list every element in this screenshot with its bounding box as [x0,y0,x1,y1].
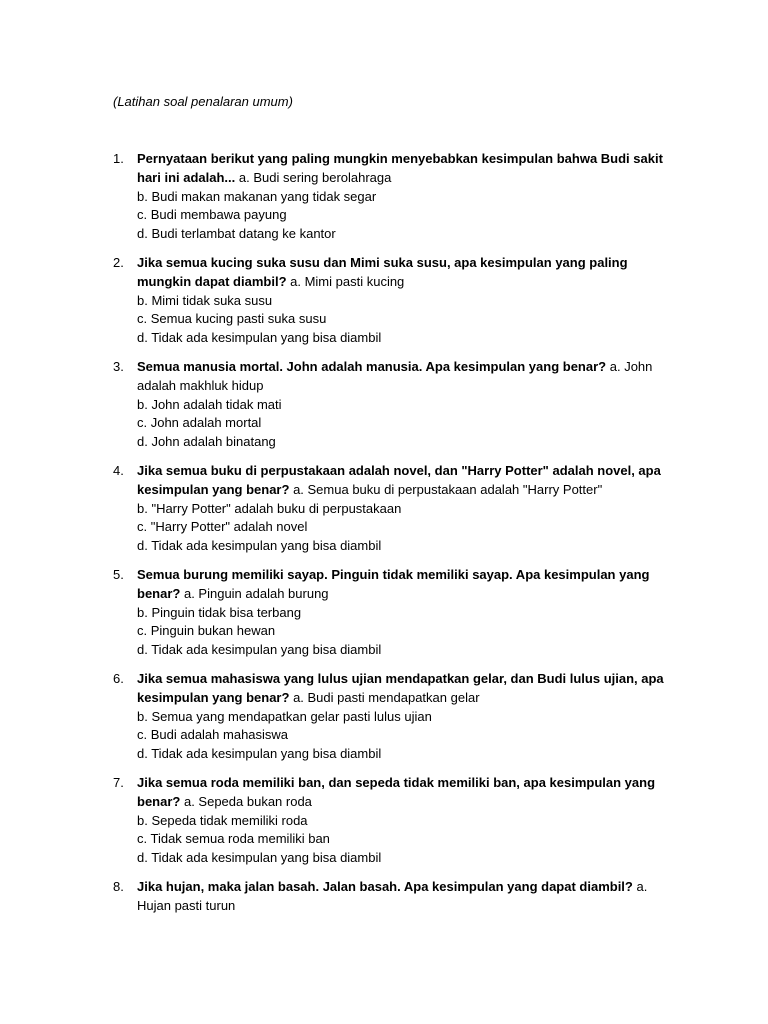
option-c: c. Budi membawa payung [137,207,287,223]
option-a: a. Budi pasti mendapatkan gelar [293,689,480,705]
question-body [137,462,677,556]
question-item-4 [0,462,768,556]
question-body [137,566,677,660]
option-b: b. Pinguin tidak bisa terbang [137,604,302,620]
question-body [137,254,677,348]
option-c: c. "Harry Potter" adalah novel [137,519,308,535]
option-d: d. Tidak ada kesimpulan yang bisa diambil [137,538,382,554]
question-item-7 [0,774,768,868]
option-b: b. Budi makan makanan yang tidak segar [137,188,377,204]
question-number: 3. [113,358,124,374]
option-a: a. Sepeda bukan roda [183,793,312,809]
question-body [137,150,677,244]
question-text: Semua manusia mortal. John adalah manusia. Apa kesimpulan yang benar? [137,358,607,374]
option-a: a. Hujan pasti turun [137,878,648,913]
question-body [137,774,677,868]
option-a: a. Budi sering berolahraga [238,169,392,185]
question-number: 6. [113,670,124,686]
option-b: b. Sepeda tidak memiliki roda [137,812,308,828]
question-number: 2. [113,254,124,270]
option-c: c. John adalah mortal [137,415,262,431]
option-d: d. Tidak ada kesimpulan yang bisa diambil [137,330,382,346]
option-d: d. Tidak ada kesimpulan yang bisa diambil [137,746,382,762]
question-number: 4. [113,462,124,478]
question-list [0,150,768,925]
option-b: b. Semua yang mendapatkan gelar pasti lulus ujian [137,708,432,724]
option-a: a. Semua buku di perpustakaan adalah "Harry Potter" [293,481,603,497]
question-text: Jika semua mahasiswa yang lulus ujian mendapatkan gelar, dan Budi lulus ujian, apa kesimpulan yang benar? [137,670,664,705]
option-c: c. Pinguin bukan hewan [137,623,276,639]
question-number: 8. [113,878,124,894]
question-item-3 [0,358,768,452]
question-text: Jika hujan, maka jalan basah. Jalan basah. Apa kesimpulan yang dapat diambil? [137,878,633,894]
question-text: Semua burung memiliki sayap. Pinguin tidak memiliki sayap. Apa kesimpulan yang benar? [137,566,650,601]
option-b: b. Mimi tidak suka susu [137,292,273,308]
question-item-8 [0,878,768,916]
question-body [137,358,677,452]
option-d: d. Tidak ada kesimpulan yang bisa diambil [137,642,382,658]
question-text: Jika semua kucing suka susu dan Mimi suka susu, apa kesimpulan yang paling mungkin dapat diambil? [137,254,628,289]
question-text: Jika semua buku di perpustakaan adalah novel, dan "Harry Potter" adalah novel, apa kesimpulan yang benar? [137,462,661,497]
document-subtitle: (Latihan soal penalaran umum) [113,94,293,109]
option-c: c. Tidak semua roda memiliki ban [137,831,330,847]
question-text: Pernyataan berikut yang paling mungkin menyebabkan kesimpulan bahwa Budi sakit hari ini adalah... [137,151,663,185]
question-text: Jika semua roda memiliki ban, dan sepeda tidak memiliki ban, apa kesimpulan yang benar? [137,774,656,809]
option-b: b. John adalah tidak mati [137,396,282,412]
question-number: 7. [113,774,124,790]
question-item-6 [0,670,768,764]
option-b: b. "Harry Potter" adalah buku di perpustakaan [137,500,402,516]
question-item-5 [0,566,768,660]
question-body [137,878,677,916]
question-item-2 [0,254,768,348]
question-body [137,670,677,764]
option-d: d. Budi terlambat datang ke kantor [137,226,336,242]
option-d: d. Tidak ada kesimpulan yang bisa diambil [137,850,382,866]
option-d: d. John adalah binatang [137,434,276,450]
question-item-1 [0,150,768,244]
question-number: 1. [113,151,124,166]
option-a: a. Mimi pasti kucing [290,273,405,289]
option-c: c. Semua kucing pasti suka susu [137,311,327,327]
question-number: 5. [113,566,124,582]
option-a: a. Pinguin adalah burung [183,585,329,601]
option-a: a. John adalah makhluk hidup [137,358,653,393]
option-c: c. Budi adalah mahasiswa [137,727,289,743]
